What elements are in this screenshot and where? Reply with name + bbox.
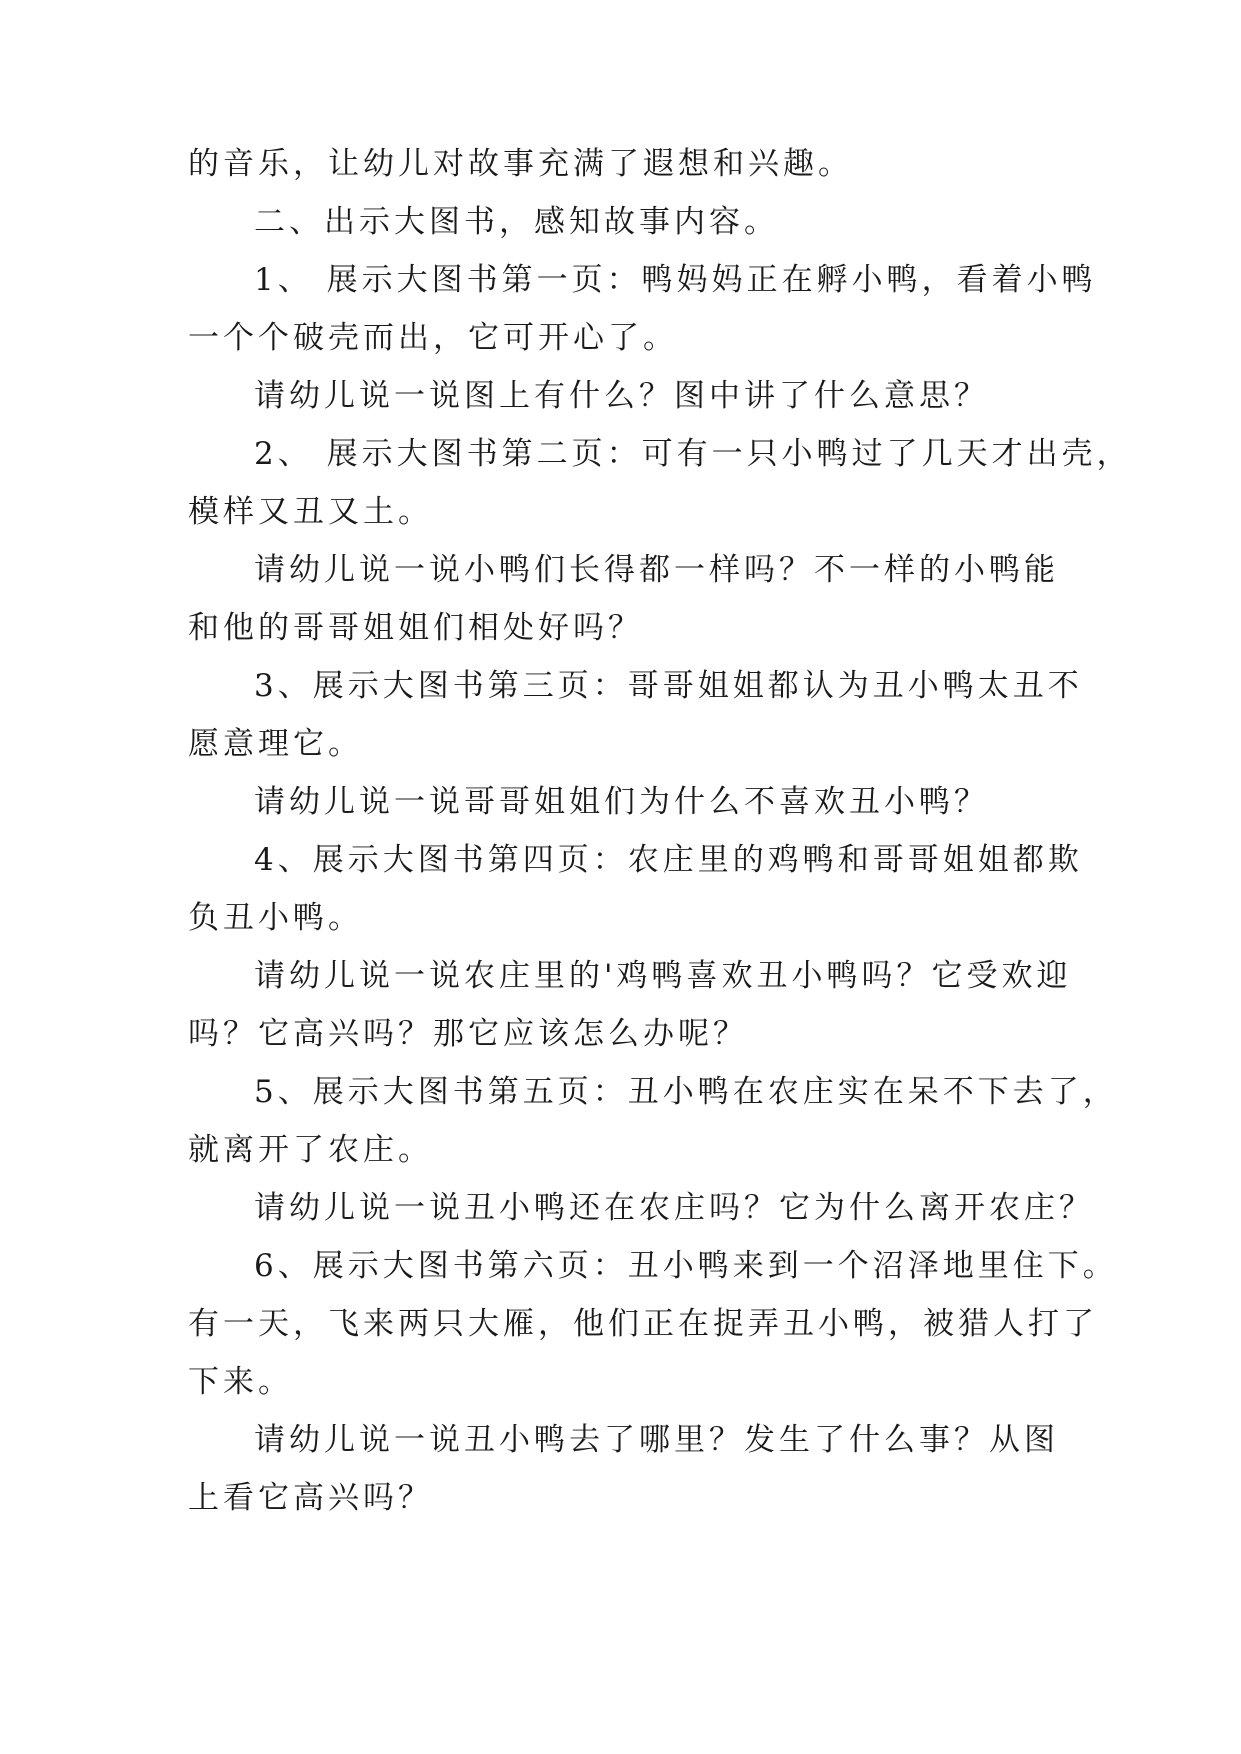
text-line: 请幼儿说一说图上有什么？图中讲了什么意思？ xyxy=(254,378,989,414)
text-line: 2、 展示大图书第二页：可有一只小鸭过了几天才出壳， xyxy=(254,436,1132,472)
section-heading: 二、出示大图书，感知故事内容。 xyxy=(254,204,779,240)
text-line: 请幼儿说一说丑小鸭去了哪里？发生了什么事？从图 xyxy=(254,1422,1059,1458)
text-line: 1、 展示大图书第一页：鸭妈妈正在孵小鸭，看着小鸭 xyxy=(254,262,1097,298)
text-line: 一个个破壳而出，它可开心了。 xyxy=(188,320,678,356)
text-line: 5、展示大图书第五页：丑小鸭在农庄实在呆不下去了， xyxy=(254,1074,1118,1110)
text-line: 下来。 xyxy=(188,1364,293,1400)
text-line: 上看它高兴吗？ xyxy=(188,1480,433,1516)
text-line: 请幼儿说一说小鸭们长得都一样吗？不一样的小鸭能 xyxy=(254,552,1059,588)
text-line: 请幼儿说一说丑小鸭还在农庄吗？它为什么离开农庄？ xyxy=(254,1190,1094,1226)
text-line: 有一天，飞来两只大雁，他们正在捉弄丑小鸭，被猎人打了 xyxy=(188,1306,1098,1342)
text-line: 就离开了农庄。 xyxy=(188,1132,433,1168)
text-line: 负丑小鸭。 xyxy=(188,900,363,936)
text-line: 请幼儿说一说哥哥姐姐们为什么不喜欢丑小鸭？ xyxy=(254,784,989,820)
text-line: 3、展示大图书第三页：哥哥姐姐都认为丑小鸭太丑不 xyxy=(254,668,1083,704)
text-line: 和他的哥哥姐姐们相处好吗？ xyxy=(188,610,643,646)
text-line: 6、展示大图书第六页：丑小鸭来到一个沼泽地里住下。 xyxy=(254,1248,1118,1284)
text-line: 4、展示大图书第四页：农庄里的鸡鸭和哥哥姐姐都欺 xyxy=(254,842,1083,878)
text-line: 请幼儿说一说农庄里的'鸡鸭喜欢丑小鸭吗？它受欢迎 xyxy=(254,958,1072,994)
text-line: 愿意理它。 xyxy=(188,726,363,762)
text-line: 模样又丑又土。 xyxy=(188,494,433,530)
text-line: 吗？它高兴吗？那它应该怎么办呢？ xyxy=(188,1016,748,1052)
text-line: 的音乐，让幼儿对故事充满了遐想和兴趣。 xyxy=(188,146,853,182)
